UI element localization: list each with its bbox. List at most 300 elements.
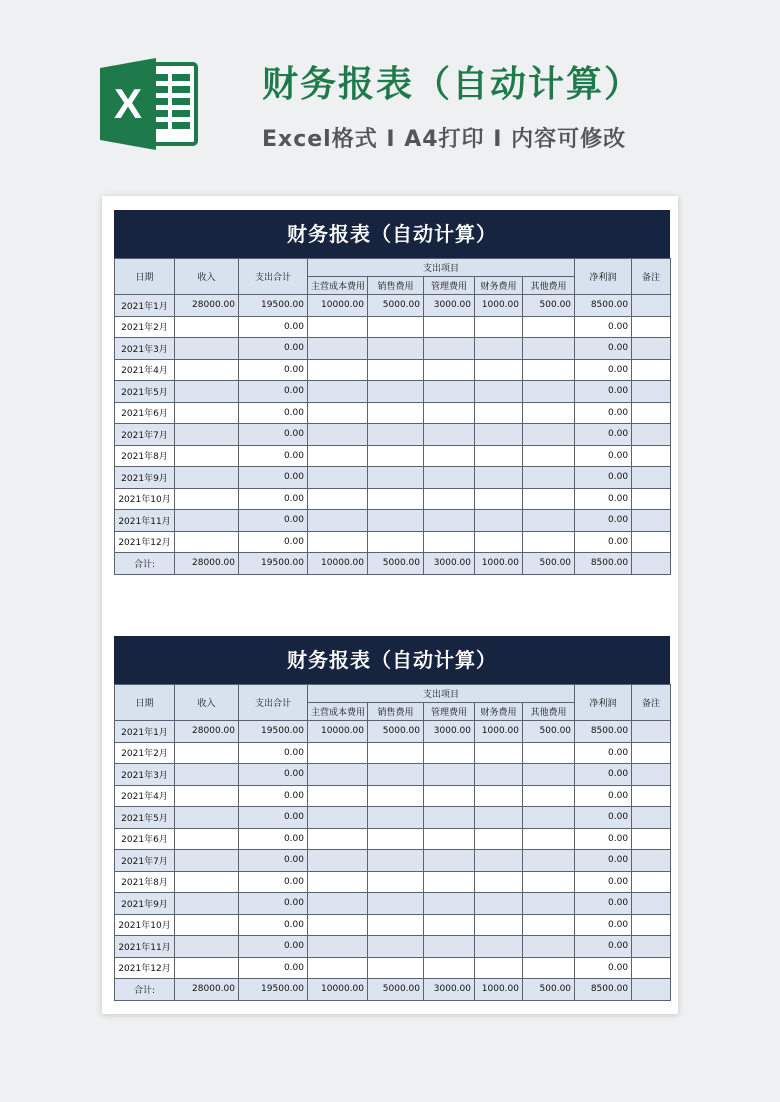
header-expense-total: 支出合计 xyxy=(239,685,308,721)
total-c5: 500.00 xyxy=(523,553,575,575)
cell-c3 xyxy=(424,338,475,360)
cell-c3 xyxy=(424,850,475,872)
cell-c4 xyxy=(475,828,523,850)
cell-net: 0.00 xyxy=(575,424,632,446)
cell-c5 xyxy=(523,424,575,446)
total-c1: 10000.00 xyxy=(308,979,368,1001)
cell-total: 0.00 xyxy=(239,316,308,338)
cell-c5: 500.00 xyxy=(523,721,575,743)
table-row xyxy=(115,914,671,936)
cell-c5 xyxy=(523,488,575,510)
cell-income xyxy=(175,488,239,510)
cell-c2 xyxy=(368,764,424,786)
cell-c2 xyxy=(368,467,424,489)
cell-income xyxy=(175,871,239,893)
cell-c3: 3000.00 xyxy=(424,721,475,743)
cell-note xyxy=(632,381,671,403)
cell-date: 2021年10月 xyxy=(115,914,175,936)
cell-note xyxy=(632,402,671,424)
cell-c3 xyxy=(424,893,475,915)
cell-note xyxy=(632,359,671,381)
cell-date: 2021年11月 xyxy=(115,936,175,958)
total-c3: 3000.00 xyxy=(424,979,475,1001)
cell-c2 xyxy=(368,914,424,936)
cell-c4 xyxy=(475,957,523,979)
total-income: 28000.00 xyxy=(175,553,239,575)
cell-c3 xyxy=(424,488,475,510)
table-row xyxy=(115,467,671,489)
cell-c5 xyxy=(523,807,575,829)
cell-income xyxy=(175,316,239,338)
cell-date: 2021年12月 xyxy=(115,957,175,979)
cell-income xyxy=(175,914,239,936)
cell-note xyxy=(632,510,671,532)
cell-note xyxy=(632,850,671,872)
cell-income xyxy=(175,785,239,807)
cell-income xyxy=(175,742,239,764)
cell-note xyxy=(632,531,671,553)
cell-total: 0.00 xyxy=(239,893,308,915)
logo-letter: X xyxy=(113,80,143,127)
header-note: 备注 xyxy=(632,259,671,295)
cell-total: 0.00 xyxy=(239,467,308,489)
cell-net: 0.00 xyxy=(575,359,632,381)
table-row xyxy=(115,785,671,807)
cell-c5 xyxy=(523,893,575,915)
table-row xyxy=(115,721,671,743)
cell-date: 2021年9月 xyxy=(115,893,175,915)
cell-c1 xyxy=(308,807,368,829)
cell-c1 xyxy=(308,764,368,786)
cell-net: 8500.00 xyxy=(575,295,632,317)
cell-note xyxy=(632,828,671,850)
cell-date: 2021年2月 xyxy=(115,742,175,764)
cell-c5 xyxy=(523,785,575,807)
cell-income xyxy=(175,531,239,553)
cell-income xyxy=(175,359,239,381)
cell-c3 xyxy=(424,957,475,979)
cell-c5 xyxy=(523,316,575,338)
finance-table-block-2 xyxy=(114,636,670,1001)
cell-date: 2021年7月 xyxy=(115,850,175,872)
page-title: 财务报表（自动计算） xyxy=(262,64,643,105)
cell-c2 xyxy=(368,807,424,829)
cell-c1 xyxy=(308,381,368,403)
total-c1: 10000.00 xyxy=(308,553,368,575)
cell-c4: 1000.00 xyxy=(475,295,523,317)
cell-total-label: 合计: xyxy=(115,553,175,575)
cell-c3 xyxy=(424,510,475,532)
cell-total: 0.00 xyxy=(239,785,308,807)
cell-c4 xyxy=(475,531,523,553)
cell-total: 0.00 xyxy=(239,488,308,510)
cell-date: 2021年3月 xyxy=(115,338,175,360)
cell-c4 xyxy=(475,785,523,807)
cell-net: 0.00 xyxy=(575,467,632,489)
cell-c5 xyxy=(523,850,575,872)
header-expense-group: 支出项目 xyxy=(308,685,575,703)
cell-income xyxy=(175,936,239,958)
cell-total: 0.00 xyxy=(239,359,308,381)
cell-net: 0.00 xyxy=(575,402,632,424)
header-date: 日期 xyxy=(115,685,175,721)
cell-total: 0.00 xyxy=(239,914,308,936)
cell-income xyxy=(175,957,239,979)
cell-note xyxy=(632,914,671,936)
cell-c2 xyxy=(368,742,424,764)
cell-total: 0.00 xyxy=(239,871,308,893)
cell-c2 xyxy=(368,531,424,553)
cell-income xyxy=(175,850,239,872)
header-main-cost: 主营成本费用 xyxy=(308,277,368,295)
cell-c1 xyxy=(308,445,368,467)
cell-c1 xyxy=(308,893,368,915)
cell-note xyxy=(632,316,671,338)
cell-income xyxy=(175,338,239,360)
cell-c3 xyxy=(424,359,475,381)
cell-c4 xyxy=(475,850,523,872)
cell-net: 0.00 xyxy=(575,850,632,872)
cell-net: 0.00 xyxy=(575,764,632,786)
cell-c3 xyxy=(424,424,475,446)
cell-c4 xyxy=(475,742,523,764)
finance-table xyxy=(114,258,671,575)
cell-c2 xyxy=(368,850,424,872)
cell-c3 xyxy=(424,936,475,958)
cell-total: 0.00 xyxy=(239,338,308,360)
cell-date: 2021年7月 xyxy=(115,424,175,446)
cell-c5 xyxy=(523,531,575,553)
cell-c2 xyxy=(368,381,424,403)
cell-net: 0.00 xyxy=(575,893,632,915)
cell-c5 xyxy=(523,402,575,424)
cell-date: 2021年12月 xyxy=(115,531,175,553)
cell-net: 0.00 xyxy=(575,531,632,553)
cell-c4 xyxy=(475,316,523,338)
cell-total: 0.00 xyxy=(239,742,308,764)
cell-total: 0.00 xyxy=(239,957,308,979)
table-title: 财务报表（自动计算） xyxy=(114,636,670,684)
header-expense-group: 支出项目 xyxy=(308,259,575,277)
cell-c5 xyxy=(523,828,575,850)
table-row xyxy=(115,850,671,872)
cell-c1 xyxy=(308,531,368,553)
cell-note xyxy=(632,424,671,446)
cell-note xyxy=(632,467,671,489)
cell-income xyxy=(175,828,239,850)
header-finance-cost: 财务费用 xyxy=(475,277,523,295)
table-row xyxy=(115,957,671,979)
cell-c1 xyxy=(308,936,368,958)
totals-row xyxy=(115,979,671,1001)
cell-date: 2021年10月 xyxy=(115,488,175,510)
page-header xyxy=(0,0,780,190)
total-total: 19500.00 xyxy=(239,553,308,575)
cell-c4 xyxy=(475,402,523,424)
total-c4: 1000.00 xyxy=(475,979,523,1001)
table-title: 财务报表（自动计算） xyxy=(114,210,670,258)
cell-c2 xyxy=(368,338,424,360)
cell-total: 0.00 xyxy=(239,424,308,446)
total-c3: 3000.00 xyxy=(424,553,475,575)
cell-income xyxy=(175,445,239,467)
cell-c1 xyxy=(308,359,368,381)
cell-net: 0.00 xyxy=(575,445,632,467)
total-note xyxy=(632,553,671,575)
total-c5: 500.00 xyxy=(523,979,575,1001)
cell-net: 8500.00 xyxy=(575,721,632,743)
total-net: 8500.00 xyxy=(575,979,632,1001)
cell-c4 xyxy=(475,467,523,489)
cell-total: 0.00 xyxy=(239,807,308,829)
header-other-cost: 其他费用 xyxy=(523,703,575,721)
cell-date: 2021年8月 xyxy=(115,445,175,467)
cell-net: 0.00 xyxy=(575,510,632,532)
table-row xyxy=(115,295,671,317)
cell-date: 2021年1月 xyxy=(115,721,175,743)
cell-c1 xyxy=(308,742,368,764)
header-sales-cost: 销售费用 xyxy=(368,277,424,295)
table-row xyxy=(115,359,671,381)
cell-c3 xyxy=(424,914,475,936)
total-total: 19500.00 xyxy=(239,979,308,1001)
total-c2: 5000.00 xyxy=(368,979,424,1001)
cell-total: 19500.00 xyxy=(239,721,308,743)
cell-note xyxy=(632,936,671,958)
cell-date: 2021年5月 xyxy=(115,381,175,403)
cell-c5 xyxy=(523,510,575,532)
cell-income: 28000.00 xyxy=(175,721,239,743)
cell-income: 28000.00 xyxy=(175,295,239,317)
finance-table xyxy=(114,684,671,1001)
header-main-cost: 主营成本费用 xyxy=(308,703,368,721)
cell-c1 xyxy=(308,424,368,446)
cell-c2 xyxy=(368,445,424,467)
cell-c4 xyxy=(475,936,523,958)
cell-c4 xyxy=(475,338,523,360)
cell-c3 xyxy=(424,828,475,850)
cell-net: 0.00 xyxy=(575,914,632,936)
cell-c2 xyxy=(368,785,424,807)
cell-date: 2021年4月 xyxy=(115,359,175,381)
cell-total: 0.00 xyxy=(239,531,308,553)
cell-c5 xyxy=(523,742,575,764)
cell-total: 0.00 xyxy=(239,936,308,958)
cell-c3 xyxy=(424,402,475,424)
cell-c4 xyxy=(475,424,523,446)
cell-c1 xyxy=(308,871,368,893)
cell-total: 19500.00 xyxy=(239,295,308,317)
table-row xyxy=(115,381,671,403)
cell-c4: 1000.00 xyxy=(475,721,523,743)
finance-table-block-1 xyxy=(114,210,670,575)
cell-c3 xyxy=(424,381,475,403)
cell-c5 xyxy=(523,338,575,360)
cell-c2 xyxy=(368,871,424,893)
cell-c3 xyxy=(424,807,475,829)
cell-c2: 5000.00 xyxy=(368,295,424,317)
cell-c1 xyxy=(308,850,368,872)
cell-c3 xyxy=(424,785,475,807)
header-other-cost: 其他费用 xyxy=(523,277,575,295)
cell-c2 xyxy=(368,359,424,381)
cell-note xyxy=(632,742,671,764)
page-subtitle: Excel格式 Ⅰ A4打印 Ⅰ 内容可修改 xyxy=(262,127,627,152)
cell-net: 0.00 xyxy=(575,742,632,764)
cell-c2 xyxy=(368,402,424,424)
header-admin-cost: 管理费用 xyxy=(424,703,475,721)
cell-note xyxy=(632,295,671,317)
cell-income xyxy=(175,467,239,489)
cell-c1 xyxy=(308,957,368,979)
cell-note xyxy=(632,764,671,786)
table-row xyxy=(115,828,671,850)
cell-c4 xyxy=(475,445,523,467)
cell-date: 2021年4月 xyxy=(115,785,175,807)
cell-note xyxy=(632,893,671,915)
total-c4: 1000.00 xyxy=(475,553,523,575)
cell-note xyxy=(632,445,671,467)
cell-total-label: 合计: xyxy=(115,979,175,1001)
table-row xyxy=(115,424,671,446)
cell-c5 xyxy=(523,359,575,381)
header-income: 收入 xyxy=(175,685,239,721)
cell-c4 xyxy=(475,807,523,829)
table-row xyxy=(115,402,671,424)
cell-c1 xyxy=(308,510,368,532)
cell-total: 0.00 xyxy=(239,445,308,467)
cell-date: 2021年2月 xyxy=(115,316,175,338)
cell-c1: 10000.00 xyxy=(308,721,368,743)
cell-c4 xyxy=(475,871,523,893)
header-expense-total: 支出合计 xyxy=(239,259,308,295)
cell-net: 0.00 xyxy=(575,381,632,403)
cell-note xyxy=(632,721,671,743)
table-row xyxy=(115,510,671,532)
cell-c2 xyxy=(368,957,424,979)
cell-income xyxy=(175,510,239,532)
cell-total: 0.00 xyxy=(239,381,308,403)
cell-c3 xyxy=(424,467,475,489)
cell-c2 xyxy=(368,488,424,510)
cell-note xyxy=(632,871,671,893)
cell-c4 xyxy=(475,914,523,936)
table-row xyxy=(115,807,671,829)
cell-note xyxy=(632,338,671,360)
table-row xyxy=(115,488,671,510)
cell-total: 0.00 xyxy=(239,850,308,872)
cell-date: 2021年11月 xyxy=(115,510,175,532)
cell-net: 0.00 xyxy=(575,957,632,979)
cell-c2 xyxy=(368,424,424,446)
cell-net: 0.00 xyxy=(575,338,632,360)
cell-date: 2021年8月 xyxy=(115,871,175,893)
cell-date: 2021年6月 xyxy=(115,828,175,850)
cell-c1 xyxy=(308,316,368,338)
cell-c4 xyxy=(475,510,523,532)
cell-total: 0.00 xyxy=(239,764,308,786)
cell-income xyxy=(175,381,239,403)
excel-logo-icon xyxy=(100,58,198,150)
cell-c5 xyxy=(523,936,575,958)
cell-net: 0.00 xyxy=(575,785,632,807)
cell-total: 0.00 xyxy=(239,510,308,532)
header-date: 日期 xyxy=(115,259,175,295)
cell-date: 2021年1月 xyxy=(115,295,175,317)
table-row xyxy=(115,316,671,338)
cell-c5 xyxy=(523,381,575,403)
cell-c3 xyxy=(424,742,475,764)
cell-c1 xyxy=(308,828,368,850)
cell-c1 xyxy=(308,785,368,807)
cell-c1 xyxy=(308,467,368,489)
total-note xyxy=(632,979,671,1001)
total-net: 8500.00 xyxy=(575,553,632,575)
cell-note xyxy=(632,785,671,807)
cell-c1: 10000.00 xyxy=(308,295,368,317)
cell-c1 xyxy=(308,914,368,936)
cell-income xyxy=(175,764,239,786)
cell-c2 xyxy=(368,510,424,532)
cell-c3 xyxy=(424,764,475,786)
cell-net: 0.00 xyxy=(575,488,632,510)
cell-income xyxy=(175,402,239,424)
cell-c1 xyxy=(308,402,368,424)
cell-date: 2021年5月 xyxy=(115,807,175,829)
cell-total: 0.00 xyxy=(239,402,308,424)
cell-c3 xyxy=(424,445,475,467)
table-row xyxy=(115,742,671,764)
cell-c3: 3000.00 xyxy=(424,295,475,317)
cell-income xyxy=(175,807,239,829)
cell-c4 xyxy=(475,893,523,915)
cell-c5 xyxy=(523,445,575,467)
cell-c2 xyxy=(368,893,424,915)
header-finance-cost: 财务费用 xyxy=(475,703,523,721)
cell-c1 xyxy=(308,338,368,360)
cell-c4 xyxy=(475,359,523,381)
header-net-profit: 净利润 xyxy=(575,259,632,295)
cell-net: 0.00 xyxy=(575,828,632,850)
header-sales-cost: 销售费用 xyxy=(368,703,424,721)
cell-c5 xyxy=(523,871,575,893)
cell-c4 xyxy=(475,381,523,403)
table-row xyxy=(115,531,671,553)
cell-note xyxy=(632,488,671,510)
header-admin-cost: 管理费用 xyxy=(424,277,475,295)
table-row xyxy=(115,893,671,915)
header-note: 备注 xyxy=(632,685,671,721)
cell-c3 xyxy=(424,871,475,893)
cell-c1 xyxy=(308,488,368,510)
cell-date: 2021年9月 xyxy=(115,467,175,489)
totals-row xyxy=(115,553,671,575)
cell-c5 xyxy=(523,764,575,786)
cell-c3 xyxy=(424,531,475,553)
cell-c4 xyxy=(475,764,523,786)
cell-c2 xyxy=(368,936,424,958)
cell-c2 xyxy=(368,316,424,338)
table-row xyxy=(115,338,671,360)
cell-net: 0.00 xyxy=(575,807,632,829)
cell-c2: 5000.00 xyxy=(368,721,424,743)
cell-income xyxy=(175,424,239,446)
cell-date: 2021年3月 xyxy=(115,764,175,786)
cell-income xyxy=(175,893,239,915)
cell-net: 0.00 xyxy=(575,316,632,338)
cell-net: 0.00 xyxy=(575,936,632,958)
header-net-profit: 净利润 xyxy=(575,685,632,721)
